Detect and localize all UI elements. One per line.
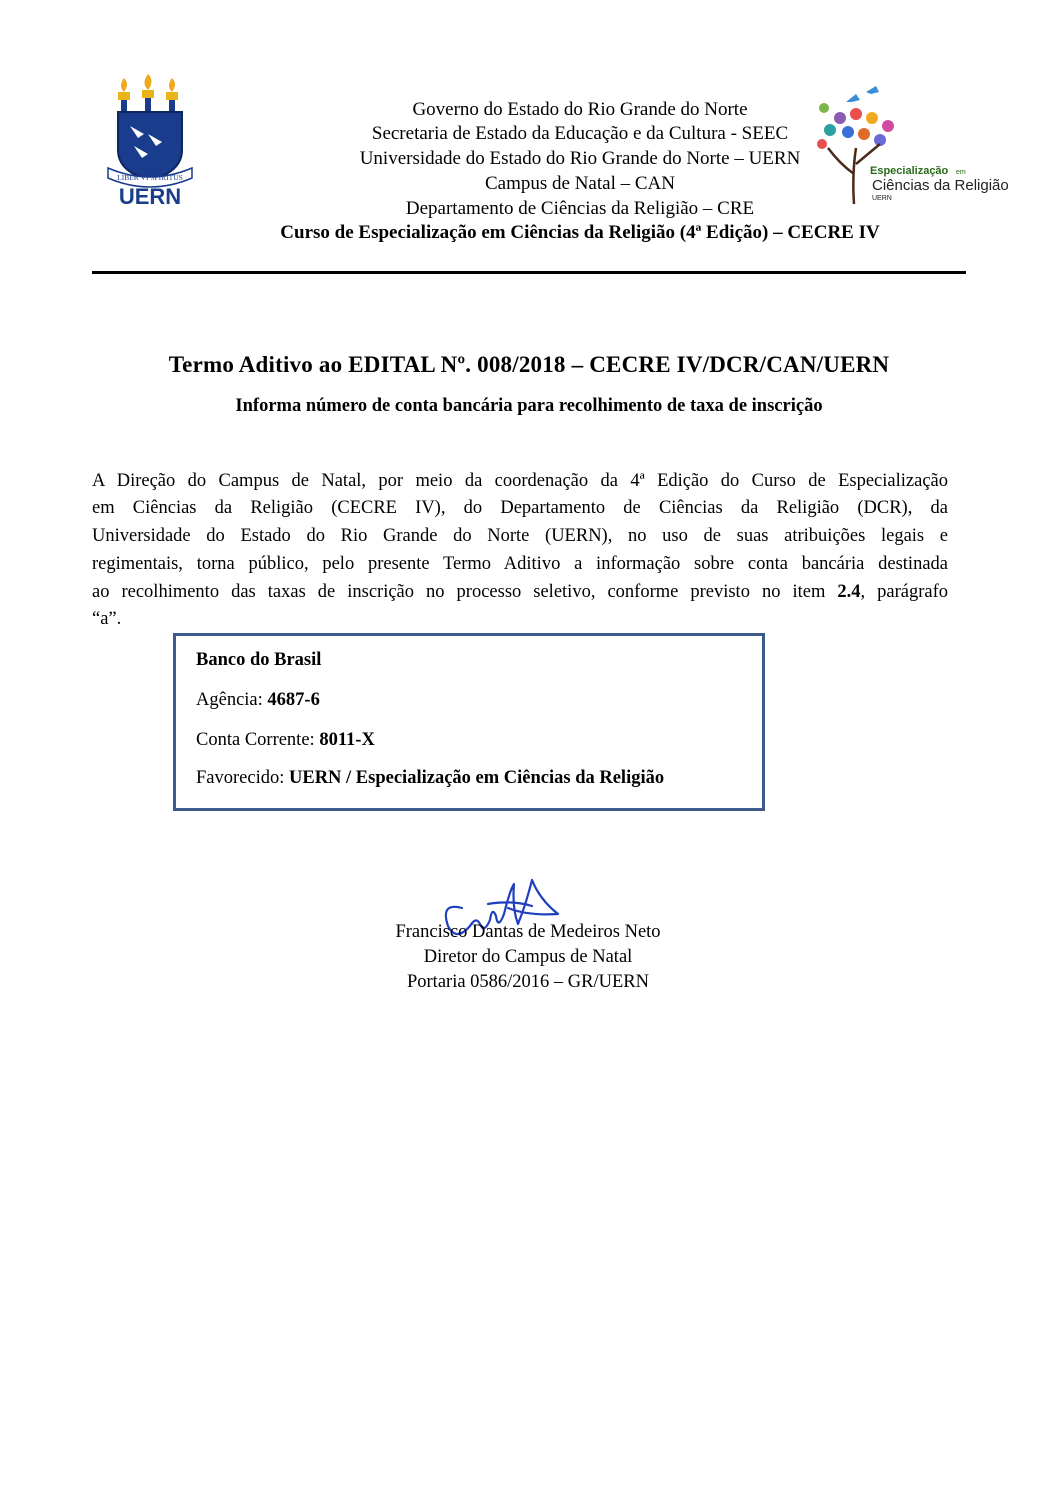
header-divider xyxy=(92,271,966,274)
document-title: Termo Aditivo ao EDITAL Nº. 008/2018 – CECRE IV/DCR/CAN/UERN xyxy=(168,352,890,377)
bank-name: Banco do Brasil xyxy=(196,650,322,670)
body-item-reference: 2.4 xyxy=(837,582,861,602)
cecre-logo-line1: Especialização xyxy=(870,165,949,177)
shield-icon xyxy=(118,112,182,180)
torch-icons xyxy=(118,74,178,112)
signatory-name: Francisco Dantas de Medeiros Neto xyxy=(395,922,661,942)
cecre-logo-line1-suffix: em xyxy=(956,169,966,176)
body-line xyxy=(92,580,948,604)
signatory-ordinance: Portaria 0586/2016 – GR/UERN xyxy=(406,972,650,992)
signatory-role: Diretor do Campus de Natal xyxy=(423,947,633,967)
header-line-government: Governo do Estado do Rio Grande do Norte xyxy=(412,99,748,120)
cecre-logo-line2: Ciências da Religião xyxy=(872,177,1009,194)
uern-motto: LIBER VI SPIRITUS xyxy=(117,173,183,182)
body-line: Universidade do Estado do Rio Grande do Norte (UERN), no uso de suas atribuições legais e xyxy=(92,526,948,546)
bank-info-box xyxy=(173,633,765,811)
header-line-secretariat: Secretaria de Estado da Educação e da Cultura - SEEC xyxy=(371,123,789,144)
header-line-department: Departamento de Ciências da Religião – CRE xyxy=(405,198,755,219)
document-subtitle: Informa número de conta bancária para recolhimento de taxa de inscrição xyxy=(235,396,823,416)
uern-logo xyxy=(104,72,196,208)
body-line: regimentais, torna público, pelo presente Termo Aditivo a informação sobre conta bancária destinada xyxy=(92,554,948,574)
bank-account: Conta Corrente: 8011-X xyxy=(196,730,375,750)
body-line5-prefix: ao recolhimento das taxas de inscrição no processo seletivo, conforme previsto no item xyxy=(92,582,826,602)
bank-agency: Agência: 4687-6 xyxy=(196,690,320,710)
header-line-campus: Campus de Natal – CAN xyxy=(485,173,675,194)
body-line5-suffix: , parágrafo xyxy=(860,582,948,602)
header-line-course: Curso de Especialização em Ciências da Religião (4ª Edição) – CECRE IV xyxy=(280,222,880,243)
uern-logo-text: UERN xyxy=(118,184,182,208)
body-line: em Ciências da Religião (CECRE IV), do Departamento de Ciências da Religião (DCR), da xyxy=(92,498,948,518)
body-line: “a”. xyxy=(92,609,122,629)
body-line: A Direção do Campus de Natal, por meio da coordenação da 4ª Edição do Curso de Especialização xyxy=(92,471,948,491)
cecre-logo-line3: UERN xyxy=(872,195,892,202)
header-line-university: Universidade do Estado do Rio Grande do Norte – UERN xyxy=(359,148,801,169)
bank-beneficiary: Favorecido: UERN / Especialização em Ciências da Religião xyxy=(196,768,665,788)
